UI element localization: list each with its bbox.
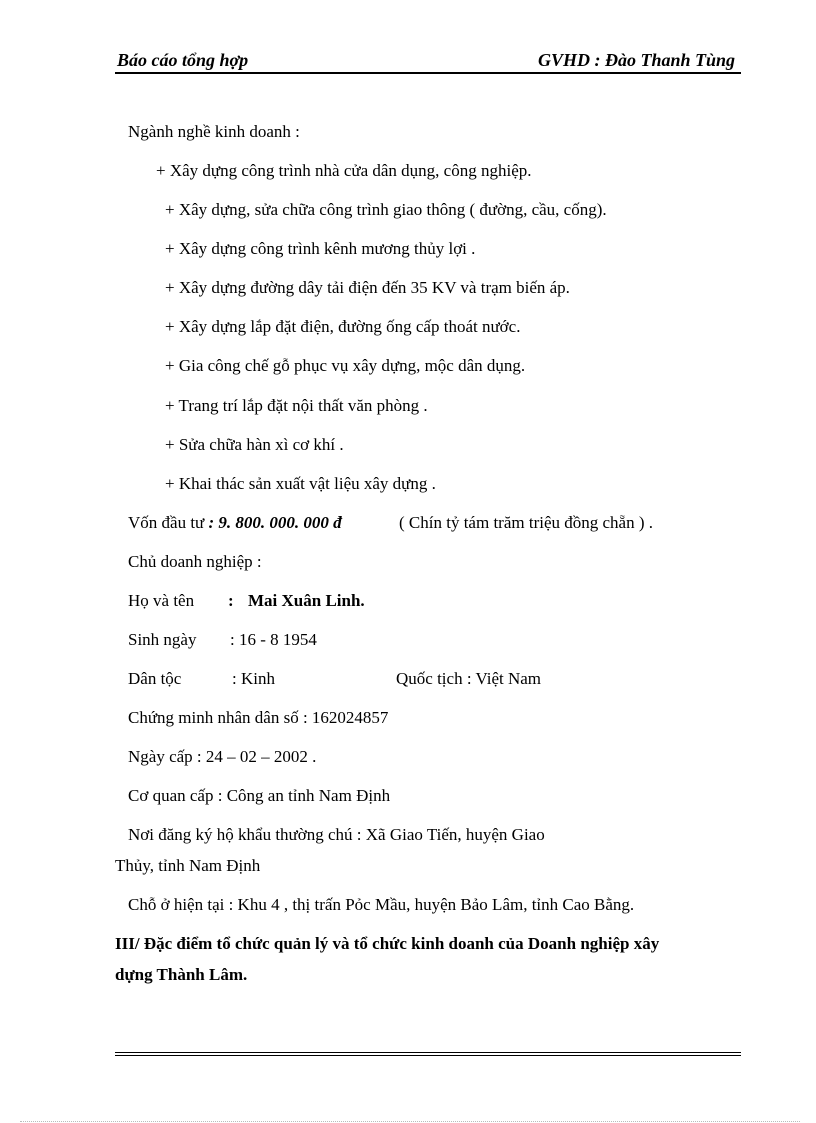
footer-rule [115, 1055, 741, 1056]
capital-label: Vốn đầu tư [128, 513, 209, 532]
business-item: + Xây dựng công trình kênh mương thủy lợi . [165, 239, 476, 258]
ethnic-label: Dân tộc [128, 669, 182, 688]
capital-amount: : 9. 800. 000. 000 đ [208, 513, 342, 532]
registered-address: Nơi đăng ký hộ khẩu thường chú : Xã Giao Tiến, huyện Giao [128, 825, 545, 844]
business-item: + Sửa chữa hàn xì cơ khí . [165, 435, 344, 454]
owner-title: Chủ doanh nghiệp : [128, 552, 262, 571]
current-residence: Chỗ ở hiện tại : Khu 4 , thị trấn Pỏc Mầu, huyện Bảo Lâm, tỉnh Cao Bằng. [128, 895, 635, 914]
business-item: + Gia công chế gỗ phục vụ xây dựng, mộc dân dụng. [165, 356, 526, 375]
dob-label: Sinh ngày [128, 630, 197, 649]
capital-line [128, 512, 342, 534]
page-header [115, 46, 741, 74]
name-label: Họ và tên [128, 591, 195, 610]
section-heading: III/ Đặc điểm tổ chức quản lý và tổ chức kinh doanh của Doanh nghiệp xây [115, 934, 660, 953]
ethnic-value: : Kinh [232, 669, 275, 688]
capital-words: ( Chín tỷ tám trăm triệu đồng chẵn ) . [399, 513, 653, 532]
id-number: Chứng minh nhân dân số : 162024857 [128, 708, 389, 727]
business-item: + Xây dựng lắp đặt điện, đường ống cấp thoát nước. [165, 317, 521, 336]
report-title: Báo cáo tổng hợp [117, 50, 249, 70]
business-title: Ngành nghề kinh doanh : [128, 122, 300, 141]
dob-value: : 16 - 8 1954 [230, 630, 317, 649]
issue-date: Ngày cấp : 24 – 02 – 2002 . [128, 747, 317, 766]
page-edge [20, 1121, 800, 1122]
owner-name: Mai Xuân Linh. [248, 591, 365, 610]
registered-address-cont: Thủy, tỉnh Nam Định [115, 856, 261, 875]
supervisor-label: GVHD : Đào Thanh Tùng [537, 50, 735, 70]
issued-by: Cơ quan cấp : Công an tỉnh Nam Định [128, 786, 391, 805]
business-item: + Trang trí lắp đặt nội thất văn phòng . [165, 396, 428, 415]
nationality: Quốc tịch : Việt Nam [396, 669, 542, 688]
business-item: + Khai thác sản xuất vật liệu xây dựng . [165, 474, 436, 493]
name-colon: : [228, 591, 234, 610]
footer-rule [115, 1052, 741, 1053]
business-item: + Xây dựng công trình nhà cửa dân dụng, công nghiệp. [156, 161, 532, 180]
business-item: + Xây dựng đường dây tải điện đến 35 KV và trạm biến áp. [165, 278, 570, 297]
business-item: + Xây dựng, sửa chữa công trình giao thông ( đường, cầu, cống). [165, 200, 607, 219]
section-heading-cont: dựng Thành Lâm. [115, 965, 248, 984]
